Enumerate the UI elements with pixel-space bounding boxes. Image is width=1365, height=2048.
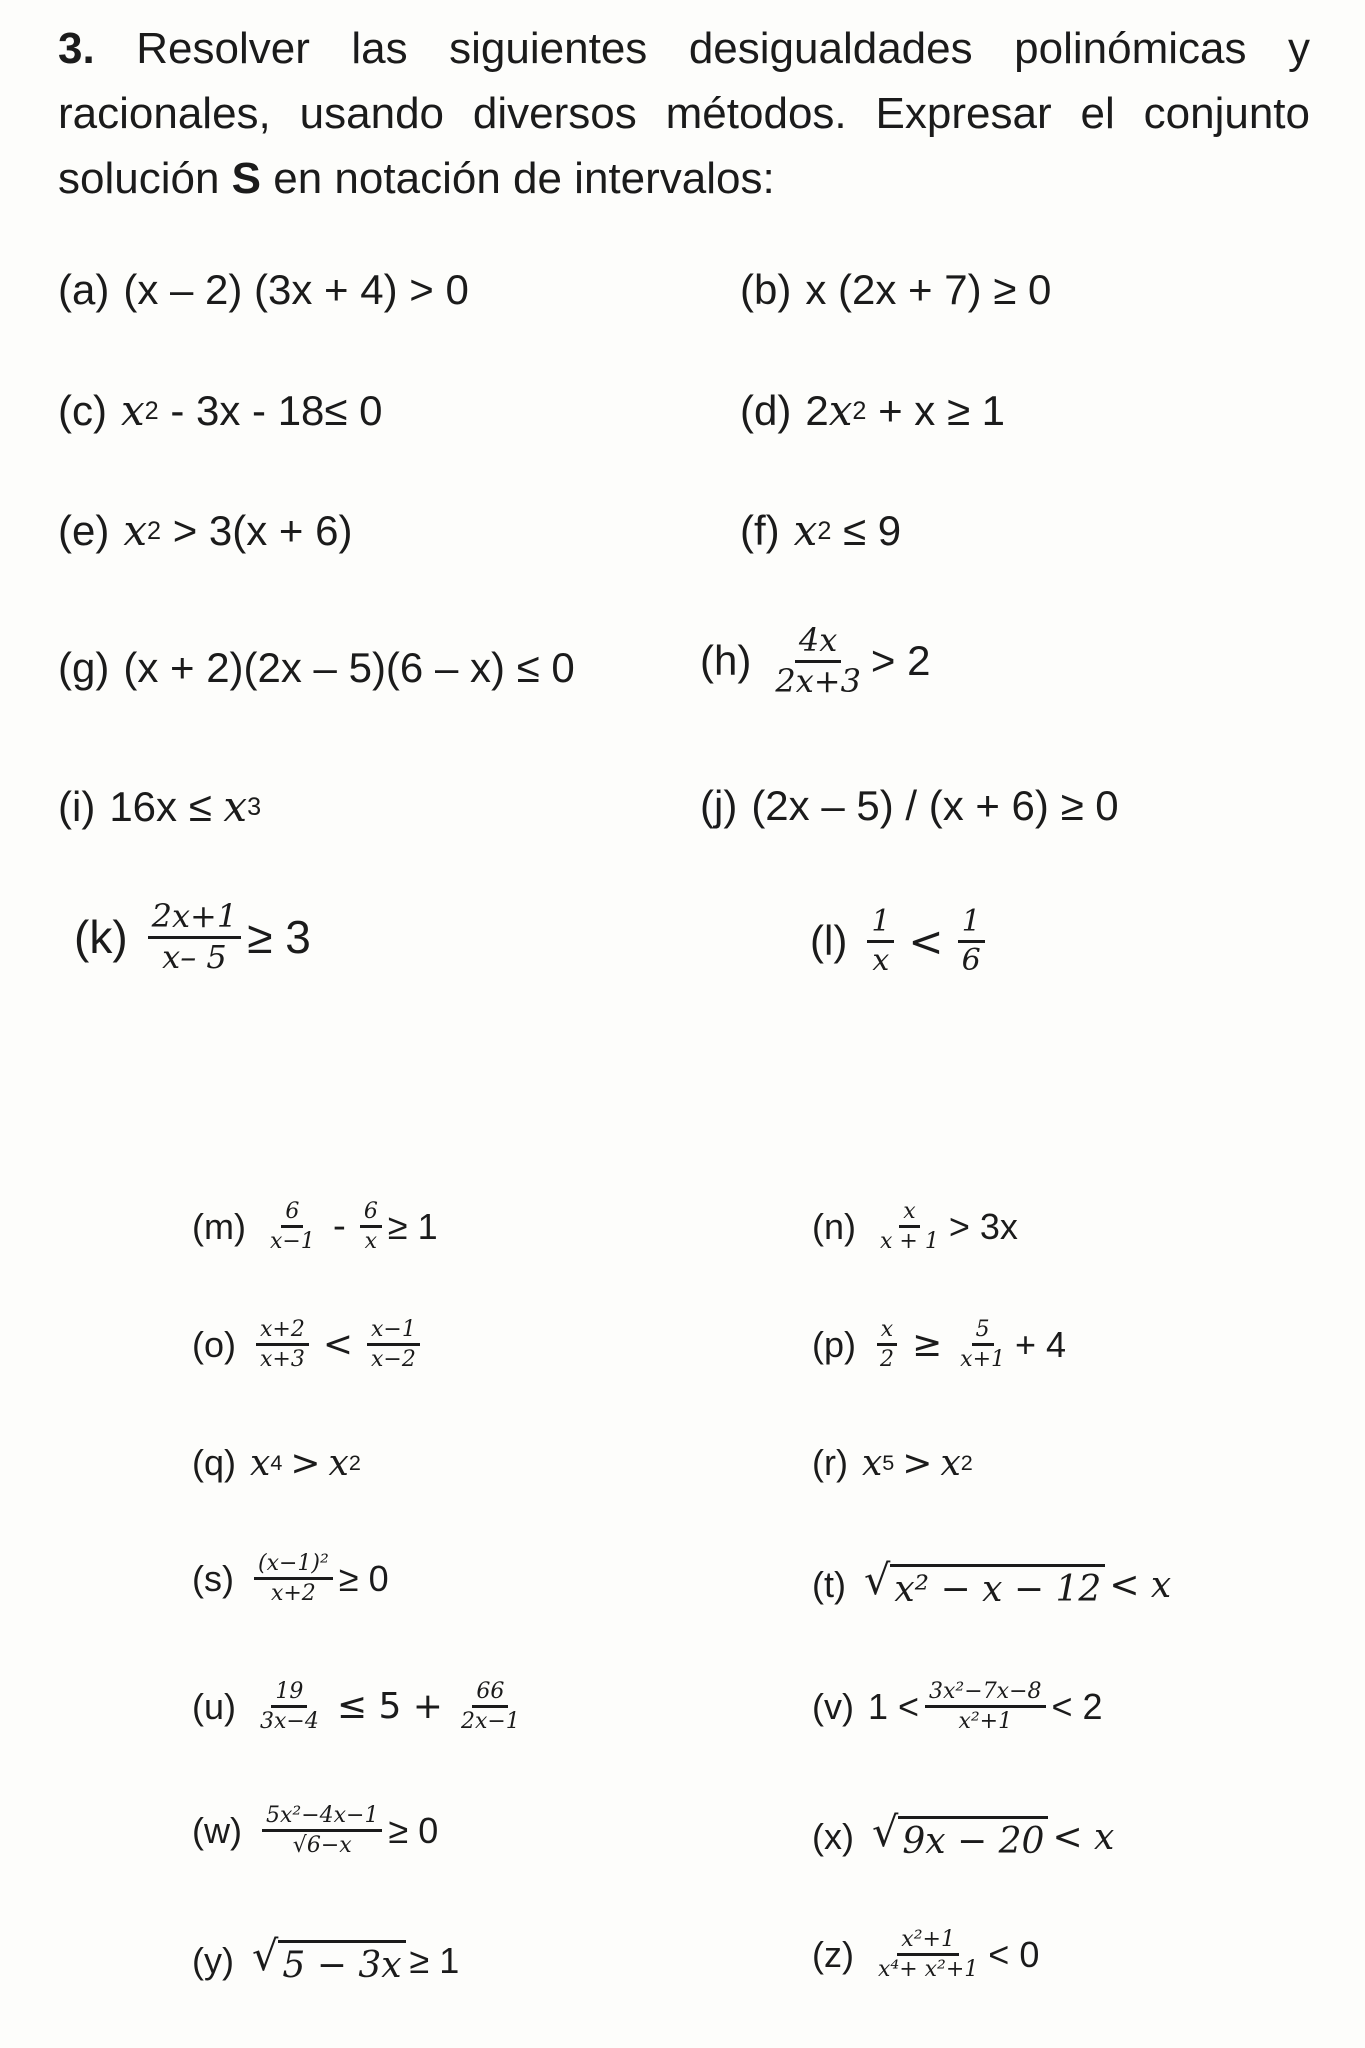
solution-set-symbol: S xyxy=(231,154,262,203)
inequality-expression: (x – 2) (3x + 4) > 0 xyxy=(123,266,469,313)
inequality-rest: - 3x - 18≤ 0 xyxy=(158,386,383,434)
coefficient: 2 xyxy=(805,386,829,434)
fraction-left xyxy=(266,1200,319,1253)
inequality-rest: + 4 xyxy=(1015,1323,1067,1365)
inequality-rest: < x xyxy=(1109,1564,1172,1606)
denominator: x+2 xyxy=(270,1581,316,1607)
square-root xyxy=(863,1556,1105,1610)
item-label: (i) xyxy=(58,782,96,830)
inequality-rest: ≥ 0 xyxy=(338,1557,389,1599)
numerator: 19 xyxy=(271,1680,307,1708)
denominator: 2x+3 xyxy=(775,661,861,700)
inequality-left: 16x ≤ xyxy=(109,782,224,830)
denominator: x−1 xyxy=(269,1229,315,1255)
variable: x xyxy=(250,1442,271,1484)
item-label: (d) xyxy=(740,386,792,434)
denominator: √6−x xyxy=(292,1833,352,1859)
item-i: (i) 16x ≤ x 3 xyxy=(58,782,262,831)
item-label: (o) xyxy=(192,1323,236,1365)
variable: x xyxy=(940,1442,961,1484)
item-j xyxy=(700,782,1119,830)
radical-sign: √ xyxy=(251,1932,279,1980)
item-a xyxy=(58,266,469,314)
item-b xyxy=(740,266,1051,314)
denominator: x−2 xyxy=(371,1347,416,1373)
fraction-right xyxy=(457,1680,524,1733)
numerator: 2x+1 xyxy=(148,900,242,939)
inequality-rest: < 0 xyxy=(988,1933,1040,1975)
fraction-right xyxy=(958,906,985,976)
operator: > xyxy=(290,1442,321,1484)
item-label: (f) xyxy=(740,506,780,554)
fraction xyxy=(254,1552,333,1605)
item-r: (r) x 5 > x 2 xyxy=(812,1442,973,1484)
item-label: (a) xyxy=(58,266,110,313)
inequality-rest: > 3(x + 6) xyxy=(161,506,353,554)
denominator: 6 xyxy=(961,942,981,978)
item-label: (q) xyxy=(192,1442,236,1483)
variable: x xyxy=(828,386,853,435)
item-w xyxy=(192,1804,438,1857)
square-root xyxy=(251,1932,406,1986)
item-label: (b) xyxy=(740,266,792,313)
inequality-rest: ≥ 3 xyxy=(247,911,311,964)
item-label: (w) xyxy=(192,1809,242,1851)
exercise-number: 3. xyxy=(58,24,95,73)
item-label: (h) xyxy=(700,637,752,685)
fraction xyxy=(771,621,865,700)
item-v xyxy=(812,1680,1103,1733)
fraction-right xyxy=(360,1200,382,1253)
numerator: (x−1)² xyxy=(254,1552,333,1580)
item-label: (y) xyxy=(192,1940,234,1981)
item-d: (d) 2 x 2 + x ≥ 1 xyxy=(740,386,1006,435)
fraction-left xyxy=(876,1318,898,1371)
operator: ≥ xyxy=(912,1324,943,1366)
numerator: 4x xyxy=(795,624,841,663)
variable: x xyxy=(793,506,818,555)
statement-text-b: en notación de intervalos: xyxy=(273,154,775,203)
radicand: x² − x − 12 xyxy=(890,1564,1105,1610)
inequality-expression: (2x – 5) / (x + 6) ≥ 0 xyxy=(751,782,1119,829)
numerator: 5x²−4x−1 xyxy=(262,1804,383,1832)
numerator: x+2 xyxy=(256,1318,309,1346)
radicand: 9x − 20 xyxy=(898,1816,1048,1862)
denominator: x²+1 xyxy=(958,1709,1013,1735)
radical-sign: √ xyxy=(863,1556,891,1604)
inequality-left: 1 < xyxy=(867,1685,920,1727)
item-h xyxy=(700,621,931,700)
fraction-left xyxy=(256,1680,323,1733)
numerator: x xyxy=(877,1318,897,1346)
inequality-rest: ≥ 1 xyxy=(409,1940,460,1981)
radicand: 5 − 3x xyxy=(278,1940,405,1986)
fraction xyxy=(148,897,242,976)
item-n xyxy=(812,1200,1018,1253)
fraction xyxy=(262,1804,383,1857)
inequality-rest: < 2 xyxy=(1051,1685,1103,1727)
item-label: (c) xyxy=(58,386,107,434)
numerator: x²+1 xyxy=(897,1928,959,1956)
inequality-rest: ≥ 0 xyxy=(388,1809,439,1851)
item-label: (p) xyxy=(812,1323,856,1365)
item-label: (n) xyxy=(812,1205,856,1247)
numerator: 1 xyxy=(958,906,985,943)
numerator: 6 xyxy=(360,1200,382,1228)
inequality-rest: + x ≥ 1 xyxy=(866,386,1006,434)
item-g xyxy=(58,644,575,692)
operator: < xyxy=(322,1324,354,1366)
denominator: x– 5 xyxy=(162,937,227,976)
item-q: (q) x 4 > x 2 xyxy=(192,1442,361,1484)
item-o xyxy=(192,1318,426,1371)
item-label: (z) xyxy=(812,1933,854,1975)
denominator: x xyxy=(364,1229,378,1255)
numerator: 1 xyxy=(867,906,894,943)
inequality-expression: (x + 2)(2x – 5)(6 – x) ≤ 0 xyxy=(123,644,575,691)
fraction-right xyxy=(367,1318,420,1371)
item-u xyxy=(192,1680,530,1733)
inequality-rest: > 3x xyxy=(948,1205,1018,1247)
item-label: (m) xyxy=(192,1205,246,1247)
inequality-rest: > 2 xyxy=(870,637,931,685)
numerator: 3x²−7x−8 xyxy=(925,1680,1046,1708)
exercise-statement xyxy=(58,16,1310,211)
item-label: (e) xyxy=(58,506,110,554)
inequality-rest: ≥ 1 xyxy=(387,1205,438,1247)
item-label: (g) xyxy=(58,644,110,691)
numerator: 6 xyxy=(281,1200,303,1228)
inequality-expression: x (2x + 7) ≥ 0 xyxy=(805,266,1052,313)
variable: x xyxy=(223,782,248,831)
item-l xyxy=(810,906,991,976)
variable: x xyxy=(328,1442,349,1484)
statement-text-a: Resolver las siguientes desigualdades polinómicas y racionales, usando diversos métodos. Expresar el conjunto solución xyxy=(58,24,1310,203)
item-e: (e) x 2 > 3(x + 6) xyxy=(58,506,353,555)
denominator: 2 xyxy=(880,1347,894,1373)
item-k xyxy=(74,897,311,976)
item-s xyxy=(192,1552,389,1605)
item-label: (r) xyxy=(812,1442,848,1483)
item-label: (t) xyxy=(812,1564,846,1605)
denominator: x xyxy=(872,942,890,978)
fraction xyxy=(874,1928,982,1981)
fraction-right xyxy=(956,1318,1009,1371)
square-root xyxy=(871,1808,1048,1862)
numerator: 66 xyxy=(472,1680,508,1708)
item-c: (c) x 2 - 3x - 18≤ 0 xyxy=(58,386,383,435)
item-f: (f) x 2 ≤ 9 xyxy=(740,506,902,555)
operator: < xyxy=(908,916,944,966)
fraction xyxy=(925,1680,1046,1733)
item-label: (v) xyxy=(812,1685,854,1727)
operator: - xyxy=(332,1206,346,1248)
item-p xyxy=(812,1318,1066,1371)
denominator: x + 1 xyxy=(880,1229,939,1255)
operator: ≤ 5 + xyxy=(336,1686,443,1728)
item-z xyxy=(812,1928,1039,1981)
fraction-left xyxy=(256,1318,309,1371)
numerator: x xyxy=(899,1200,919,1228)
item-t xyxy=(812,1556,1172,1610)
inequality-rest: ≤ 9 xyxy=(831,506,902,554)
variable: x xyxy=(861,1442,883,1484)
item-y xyxy=(192,1932,460,1986)
item-label: (k) xyxy=(74,911,128,964)
denominator: 3x−4 xyxy=(260,1709,319,1735)
item-label: (x) xyxy=(812,1816,854,1857)
numerator: x−1 xyxy=(367,1318,420,1346)
numerator: 5 xyxy=(972,1318,994,1346)
fraction xyxy=(876,1200,943,1253)
item-label: (l) xyxy=(810,917,848,964)
denominator: x+1 xyxy=(960,1347,1006,1373)
item-m xyxy=(192,1200,438,1253)
denominator: x+3 xyxy=(260,1347,305,1373)
inequality-rest: < x xyxy=(1052,1816,1115,1858)
operator: > xyxy=(902,1442,933,1484)
variable: x xyxy=(123,506,148,555)
radical-sign: √ xyxy=(871,1808,899,1856)
fraction-left xyxy=(867,906,894,976)
denominator: x⁴+ x²+1 xyxy=(877,1957,979,1983)
denominator: 2x−1 xyxy=(460,1709,520,1735)
item-label: (s) xyxy=(192,1557,234,1599)
item-label: (j) xyxy=(700,782,738,829)
item-x xyxy=(812,1808,1115,1862)
item-label: (u) xyxy=(192,1685,236,1727)
variable: x xyxy=(120,386,145,435)
